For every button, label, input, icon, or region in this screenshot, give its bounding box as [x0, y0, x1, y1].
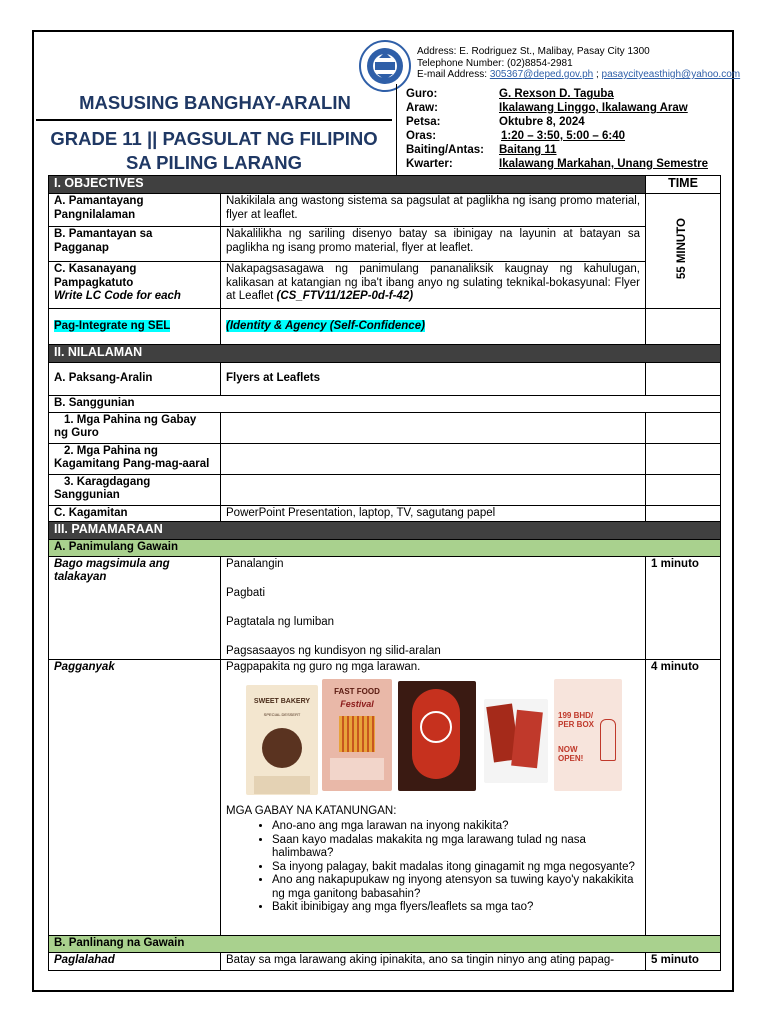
objective-b-label — [49, 227, 221, 262]
paglalahad-row — [49, 952, 721, 970]
telephone-line: Telephone Number: (02)8854-2981 — [417, 57, 573, 69]
label-line: Pangnilalaman — [54, 208, 136, 221]
label-line: C. Kasanayang — [54, 263, 137, 275]
paksa-row — [49, 363, 721, 396]
sel-text: (Identity & Agency (Self-Confidence) — [226, 319, 425, 332]
objective-a-row — [49, 194, 721, 227]
objective-b-row — [49, 227, 721, 262]
bago-item: Pagtatala ng lumiban — [226, 615, 335, 628]
info-value: Ikalawang Linggo, Ikalawang Araw — [499, 102, 688, 114]
objective-c-text — [221, 262, 646, 309]
title-underline — [36, 119, 392, 121]
paksa-value: Flyers at Leaflets — [221, 363, 646, 396]
sel-time-cell — [646, 309, 721, 345]
info-value: Oktubre 8, 2024 — [499, 116, 585, 128]
label-line: 1. Mga Pahina ng Gabay — [64, 413, 197, 426]
objective-c-body: Nakapagsasagawa ng panimulang pananaliksik kaugnay ng kahulugan, kalikasan at katangian ng iba't ibang anyo ng sulating teknikal-bokasyunal: Flyer at Leaflet — [226, 263, 641, 302]
empty-cell — [646, 443, 721, 474]
fries-image — [339, 716, 375, 752]
address-line: Address: E. Rodriguez St., Malibay, Pasay City 1300 — [417, 46, 650, 57]
info-label: Guro: — [406, 88, 438, 100]
school-seal-logo — [359, 40, 411, 92]
ref-karagdagan-label — [49, 474, 221, 505]
paksa-label: A. Paksang-Aralin — [49, 363, 221, 396]
empty-cell — [646, 505, 721, 522]
label-line: 2. Mga Pahina ng — [64, 444, 158, 457]
pagganyak-intro: Pagpapakita ng guro ng mga larawan. — [226, 661, 421, 673]
flyer-phone-mockup — [484, 699, 548, 783]
subject-line-1: GRADE 11 || PAGSULAT NG FILIPINO — [50, 128, 378, 149]
sel-text-cell — [221, 309, 646, 345]
label-line: Bago magsimula ang — [54, 557, 170, 570]
lesson-plan-table — [48, 175, 721, 971]
bakery-text-block — [254, 776, 310, 794]
email-label: E-mail Address: — [417, 69, 490, 80]
content-header-row — [49, 345, 721, 363]
sel-label-cell — [49, 309, 221, 345]
section-heading-pamamaraan: III. PAMAMARAAN — [49, 522, 721, 540]
sel-row — [49, 309, 721, 345]
ref-mag-aaral-row — [49, 443, 721, 474]
price-sub: PER BOX — [558, 719, 595, 729]
panimula-header-row — [49, 540, 721, 557]
sanggunian-row — [49, 396, 721, 413]
subject-title — [36, 127, 392, 175]
guide-questions — [226, 820, 640, 915]
time-heading: TIME — [646, 176, 721, 194]
info-value: G. Rexson D. Taguba — [499, 88, 614, 100]
subject-line-2: SA PILING LARANG — [125, 152, 303, 173]
guide-question: • Ano-ano ang mga larawan na inyong nakikita? — [272, 820, 640, 834]
ref-guro-row — [49, 412, 721, 443]
section-heading-panlinang: B. Panlinang na Gawain — [49, 936, 721, 953]
pagganyak-time: 4 minuto — [646, 660, 721, 936]
label-line: Pampagkatuto — [54, 276, 134, 289]
price-text: 199 BHD/ — [558, 710, 594, 720]
school-address-block — [417, 46, 740, 81]
ref-guro-label — [49, 412, 221, 443]
kagamitan-row — [49, 505, 721, 522]
bago-item: Pagsasaayos ng kundisyon ng silid-aralan — [226, 644, 441, 657]
bago-item: Pagbati — [226, 586, 266, 599]
objective-c-label — [49, 262, 221, 309]
objective-c-row — [49, 262, 721, 309]
info-label: Oras: — [406, 130, 437, 142]
now-open-2: OPEN! — [558, 753, 584, 763]
label-line: ng Guro — [54, 427, 99, 439]
label-line: talakayan — [54, 571, 107, 583]
fastfood-subtitle: Festival — [340, 699, 374, 709]
paglalahad-text: Batay sa mga larawang aking ipinakita, ano sa tingin ninyo ang ating papag- — [221, 952, 646, 970]
objective-a-label — [49, 194, 221, 227]
sanggunian-label: B. Sanggunian — [49, 396, 721, 413]
empty-cell — [221, 443, 646, 474]
objective-a-text: Nakikilala ang wastong sistema sa pagsulat at paglikha ng isang promo material, flyer at leaflet. — [221, 194, 646, 227]
bago-items — [221, 556, 646, 660]
bago-row — [49, 556, 721, 660]
guide-heading: MGA GABAY NA KATANUNGAN: — [226, 804, 397, 817]
flyer-now-open — [554, 679, 622, 791]
label-line: B. Pamantayan sa — [54, 228, 153, 240]
label-line: Pagganap — [54, 241, 109, 254]
email-link-deped[interactable]: 305367@deped.gov.ph — [489, 69, 594, 80]
info-label: Petsa: — [406, 116, 441, 128]
fastfood-text-block — [330, 758, 384, 780]
phone-screen-2 — [511, 709, 543, 767]
label-line: Sanggunian — [54, 489, 120, 501]
kagamitan-label: C. Kagamitan — [49, 505, 221, 522]
email-line — [417, 69, 740, 81]
email-link-yahoo[interactable]: pasaycityeasthigh@yahoo.com — [601, 69, 741, 80]
info-value: Ikalawang Markahan, Unang Semestre — [499, 158, 708, 170]
kagamitan-value: PowerPoint Presentation, laptop, TV, sagutang papel — [221, 505, 646, 522]
procedure-header-row — [49, 522, 721, 540]
sel-label: Pag-Integrate ng SEL — [54, 319, 171, 332]
empty-cell — [221, 412, 646, 443]
objectives-header-row — [49, 176, 721, 194]
bottle-image — [600, 719, 616, 761]
info-label: Araw: — [406, 102, 438, 114]
fastfood-title: FAST FOOD — [334, 686, 380, 696]
bago-label — [49, 556, 221, 660]
bakery-subtitle: SPECIAL DESSERT — [263, 712, 301, 717]
document-title: MASUSING BANGHAY-ARALIN — [79, 92, 351, 113]
flyer-pizza — [398, 681, 476, 791]
paglalahad-time: 5 minuto — [646, 952, 721, 970]
ref-mag-aaral-label — [49, 443, 221, 474]
flyer-images — [226, 679, 640, 799]
guide-question: • Saan kayo madalas makakita ng mga larawang tulad ng nasa halimbawa? — [272, 834, 640, 861]
header-divider — [396, 84, 397, 176]
lc-code: (CS_FTV11/12EP-0d-f-42) — [276, 290, 414, 302]
paglalahad-label: Paglalahad — [49, 952, 221, 970]
guide-question: • Bakit ibinibigay ang mga flyers/leaflets sa mga tao? — [272, 901, 640, 915]
empty-cell — [646, 412, 721, 443]
objectives-time-value: 55 MINUTO — [676, 218, 689, 280]
pizza-circle — [420, 711, 452, 743]
bago-item: Panalangin — [226, 557, 284, 570]
flyer-fast-food — [322, 679, 392, 791]
label-line: A. Pamantayang — [54, 195, 144, 207]
objective-b-text: Nakalilikha ng sariling disenyo batay sa ibinigay na layunin at batayan sa paglikha ng isang promo material, flyer at leaflet. — [221, 227, 646, 262]
bago-time: 1 minuto — [646, 556, 721, 660]
panlinang-header-row — [49, 936, 721, 953]
now-open-1: NOW — [558, 744, 578, 754]
label-line: 3. Karagdagang — [64, 475, 151, 488]
pagganyak-label: Pagganyak — [49, 660, 221, 936]
label-line-italic: Write LC Code for each — [54, 290, 181, 302]
info-value: Baitang 11 — [499, 144, 557, 156]
guide-question: • Sa inyong palagay, bakit madalas itong ginagamit ng mga negosyante? — [272, 861, 640, 875]
email-separator: ; — [593, 69, 602, 80]
section-heading-nilalaman: II. NILALAMAN — [49, 345, 721, 363]
label-line: Kagamitang Pang-mag-aaral — [54, 458, 210, 470]
info-label: Baiting/Antas: — [406, 144, 484, 156]
pagganyak-row — [49, 660, 721, 936]
empty-cell — [646, 363, 721, 396]
info-value: 1:20 – 3:50, 5:00 – 6:40 — [501, 130, 626, 142]
info-label: Kwarter: — [406, 158, 453, 170]
ref-karagdagan-row — [49, 474, 721, 505]
bakery-title: SWEET BAKERY — [253, 697, 311, 705]
section-heading-panimula: A. Panimulang Gawain — [49, 540, 721, 557]
empty-cell — [646, 474, 721, 505]
guide-question: • Ano ang nakapupukaw ng inyong atensyon sa tuwing kayo'y nakakikita ng mga ganitong babasahin? — [272, 874, 640, 901]
pagganyak-content — [221, 660, 646, 936]
flyer-sweet-bakery — [246, 685, 318, 795]
section-heading-objectives: I. OBJECTIVES — [49, 176, 646, 194]
cake-image — [262, 728, 302, 768]
objectives-time-cell — [646, 194, 721, 309]
empty-cell — [221, 474, 646, 505]
